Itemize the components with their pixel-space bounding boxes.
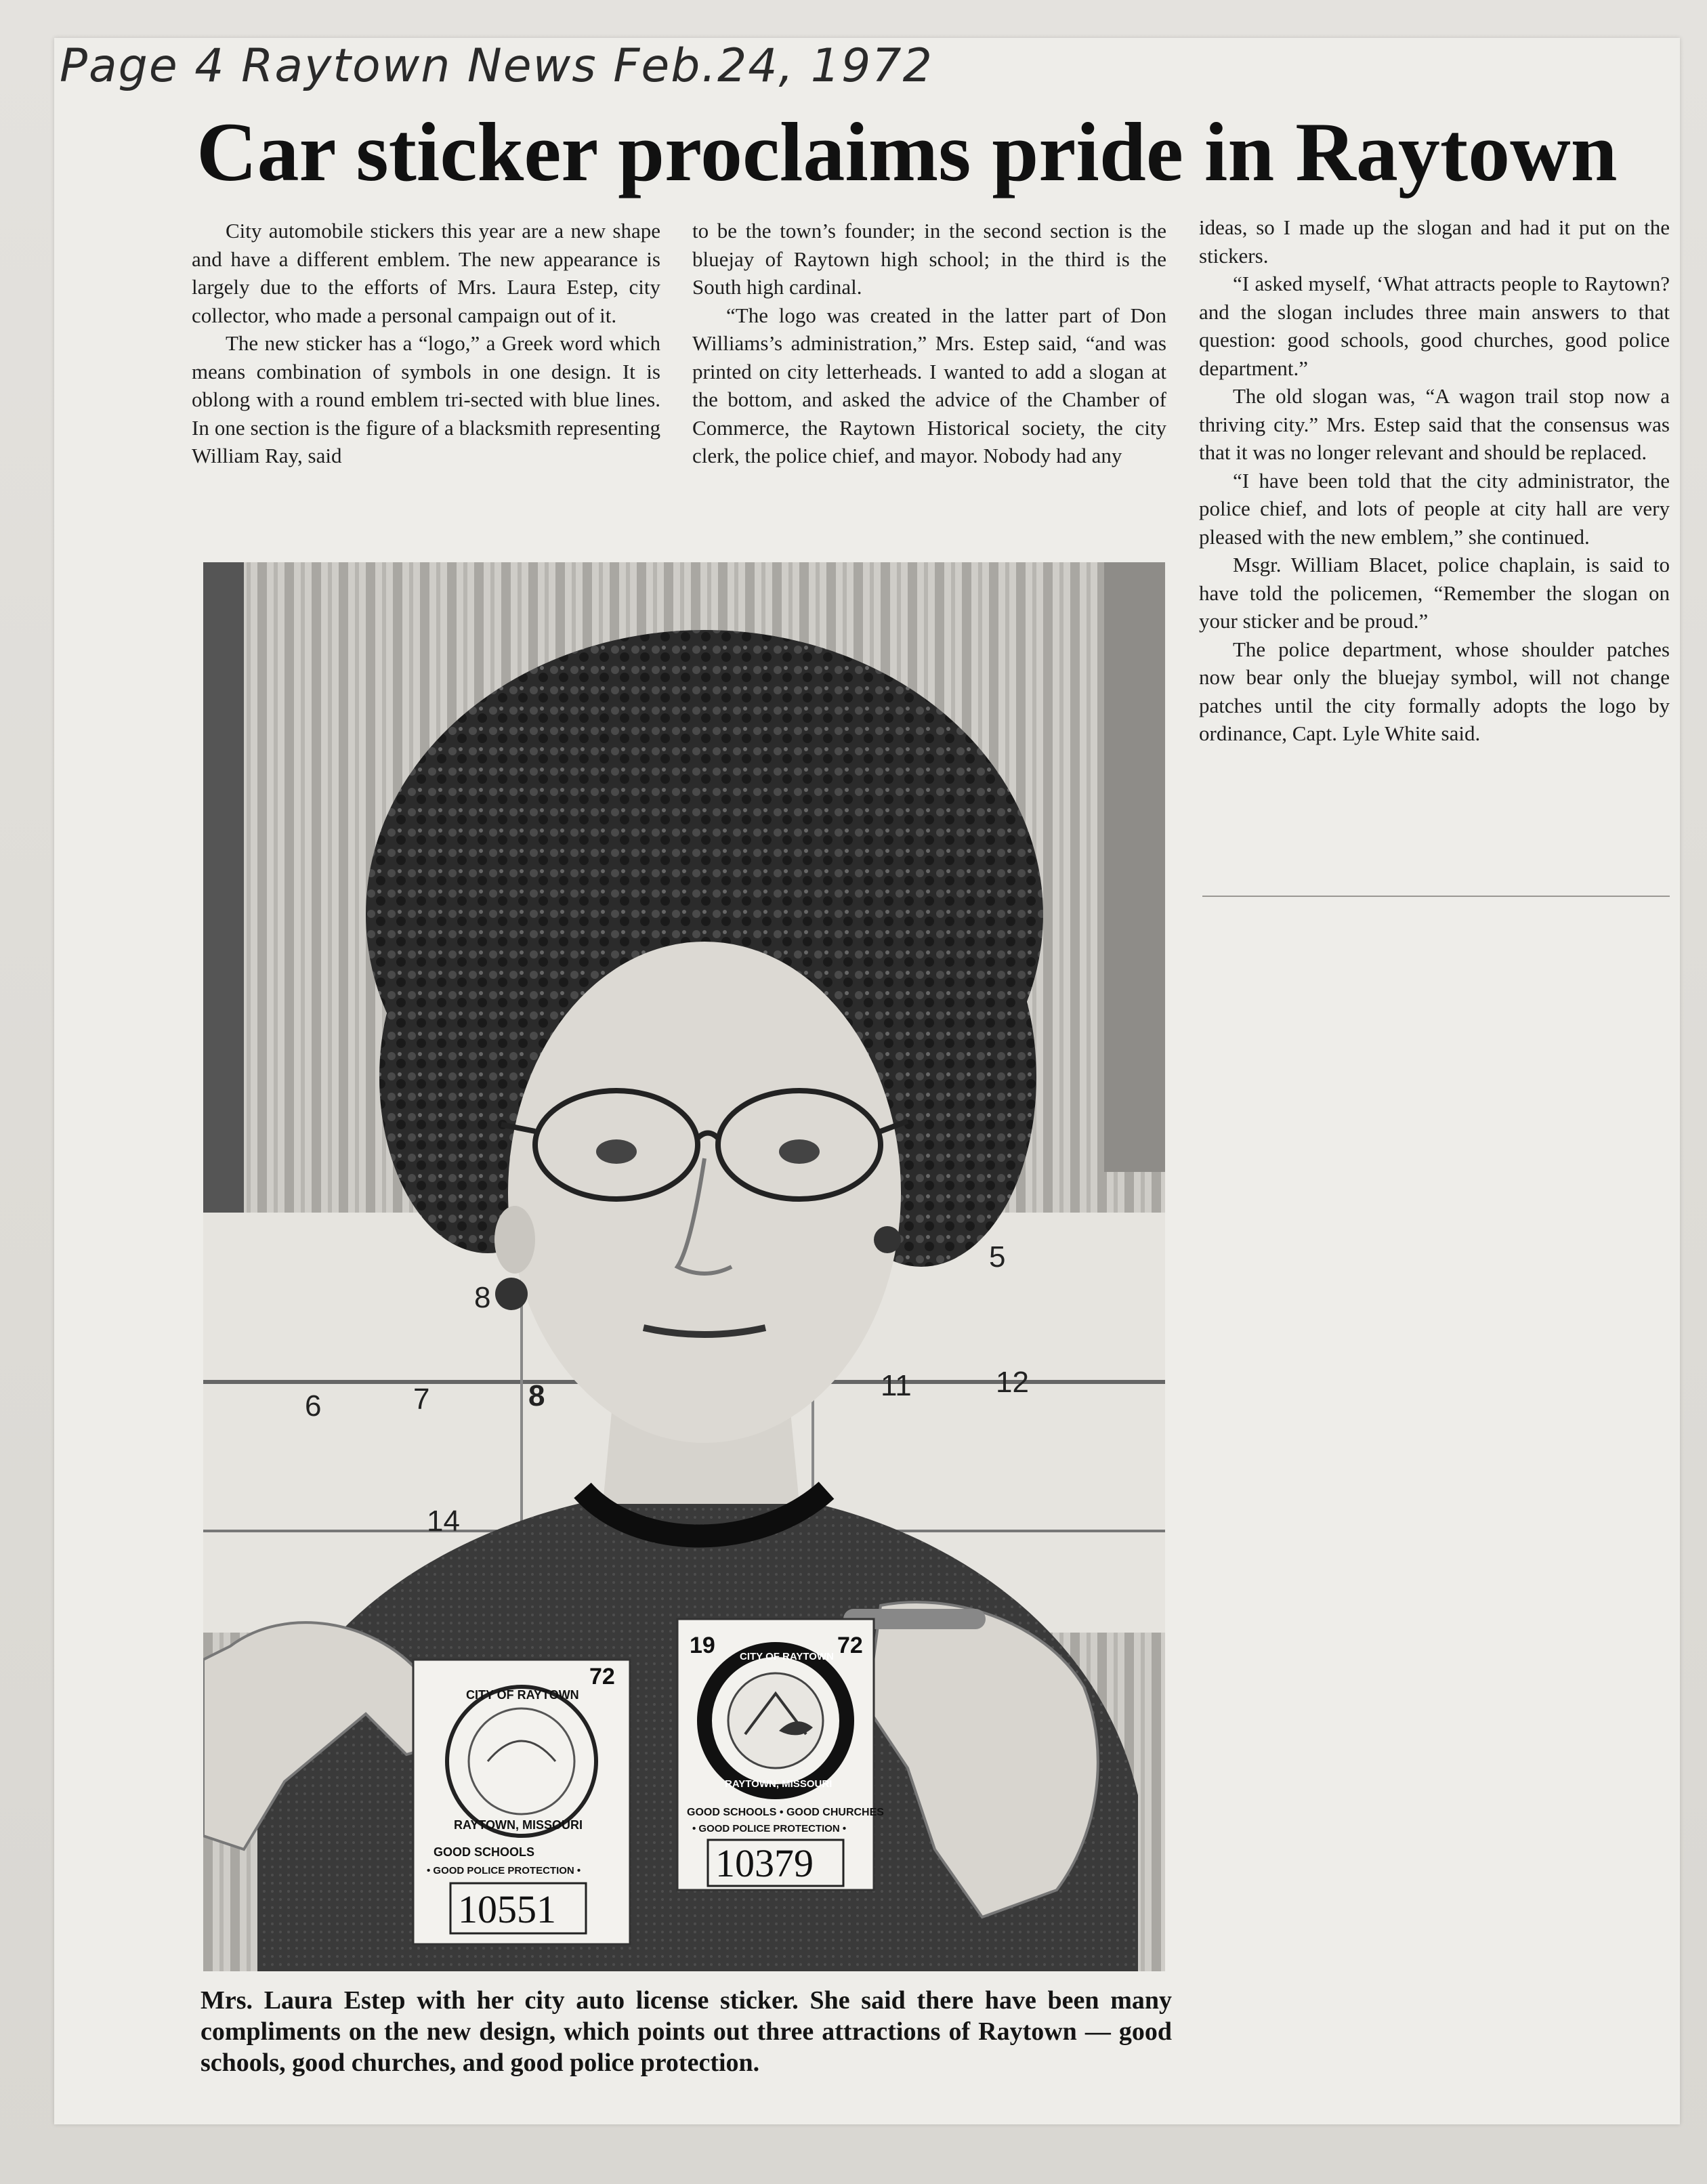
column-divider: [1202, 896, 1670, 897]
article-column-2: [692, 217, 1166, 555]
calendar-number: 8: [528, 1379, 545, 1412]
sticker-slogan: • GOOD POLICE PROTECTION •: [427, 1865, 581, 1876]
sticker-slogan: • GOOD POLICE PROTECTION •: [692, 1823, 847, 1834]
sticker-number: 10379: [715, 1841, 814, 1885]
calendar-number: 7: [413, 1383, 430, 1416]
paragraph: The old slogan was, “A wagon trail stop now a thriving city.” Mrs. Estep said that the consensus was that it was no longer relevant and should be replaced.: [1199, 384, 1670, 464]
calendar-number: 6: [305, 1389, 322, 1423]
paragraph: The police department, whose shoulder patches now bear only the bluejay symbol, will not change patches until the city formally adopts the logo by ordinance, Capt. Lyle White said.: [1199, 637, 1670, 745]
paragraph: City automobile stickers this year are a new shape and have a different emblem. The new appearance is largely due to the efforts of Mrs. Laura Estep, city collector, who made a personal campaign out of it.: [192, 219, 660, 327]
sticker-bottom-text: RAYTOWN, MISSOURI: [454, 1818, 583, 1832]
sticker-year: 72: [589, 1664, 615, 1689]
sticker-ring-text: CITY OF RAYTOWN: [466, 1688, 579, 1702]
sticker-ring-text: CITY OF RAYTOWN: [740, 1651, 834, 1662]
car-sticker-right: [677, 1619, 884, 1890]
article-headline: Car sticker proclaims pride in Raytown: [196, 106, 1618, 198]
handwritten-source-note: Page 4 Raytown News Feb.24, 1972: [60, 39, 933, 93]
news-photo: [203, 562, 1165, 1971]
sticker-bottom-text: RAYTOWN, MISSOURI: [725, 1778, 833, 1790]
paragraph: “The logo was created in the latter part of Don Williams’s administration,” Mrs. Estep said, “and was printed on city letterheads. I wanted to add a slogan at the bottom, and asked the advice of the Chamber of Commerce, the Raytown Historical society, the city clerk, the police chief, and mayor. Nobody had any: [692, 303, 1166, 467]
paragraph: Msgr. William Blacet, police chaplain, is said to have told the policemen, “Remember the slogan on your sticker and be proud.”: [1199, 553, 1670, 633]
sticker-slogan: GOOD SCHOOLS • GOOD CHURCHES: [687, 1807, 884, 1818]
calendar-number: 11: [881, 1369, 912, 1402]
article-column-1: [192, 217, 660, 555]
sticker-year: 72: [837, 1633, 863, 1658]
sticker-number: 10551: [458, 1887, 556, 1931]
calendar-number: 5: [989, 1240, 1006, 1274]
calendar-number: 8: [474, 1281, 491, 1314]
calendar-number: 14: [427, 1505, 460, 1538]
paragraph: ideas, so I made up the slogan and had it put on the stickers.: [1199, 215, 1670, 268]
paragraph: The new sticker has a “logo,” a Greek word which means combination of symbols in one design. It is oblong with a round emblem tri-sected with blue lines. In one section is the figure of a blacksmith representing William Ray, said: [192, 331, 660, 467]
article-column-3: [1199, 213, 1670, 891]
paragraph: “I have been told that the city administrator, the police chief, and lots of people at city hall are very pleased with the new emblem,” she continued.: [1199, 468, 1670, 549]
paragraph: “I asked myself, ‘What attracts people to Raytown? and the slogan includes three main answers to that question: good schools, good churches, good police department.”: [1199, 272, 1670, 380]
sticker-year: 19: [690, 1633, 715, 1658]
sticker-slogan: GOOD SCHOOLS: [434, 1845, 535, 1859]
paragraph: to be the town’s founder; in the second section is the bluejay of Raytown high school; in the third is the South high cardinal.: [692, 219, 1166, 299]
car-sticker-left: [413, 1660, 630, 1944]
calendar-number: 12: [996, 1366, 1029, 1399]
photo-caption: Mrs. Laura Estep with her city auto license sticker. She said there have been many compliments on the new design, which points out three attractions of Raytown — good schools, good churches, and good police protection.: [201, 1986, 1172, 2077]
